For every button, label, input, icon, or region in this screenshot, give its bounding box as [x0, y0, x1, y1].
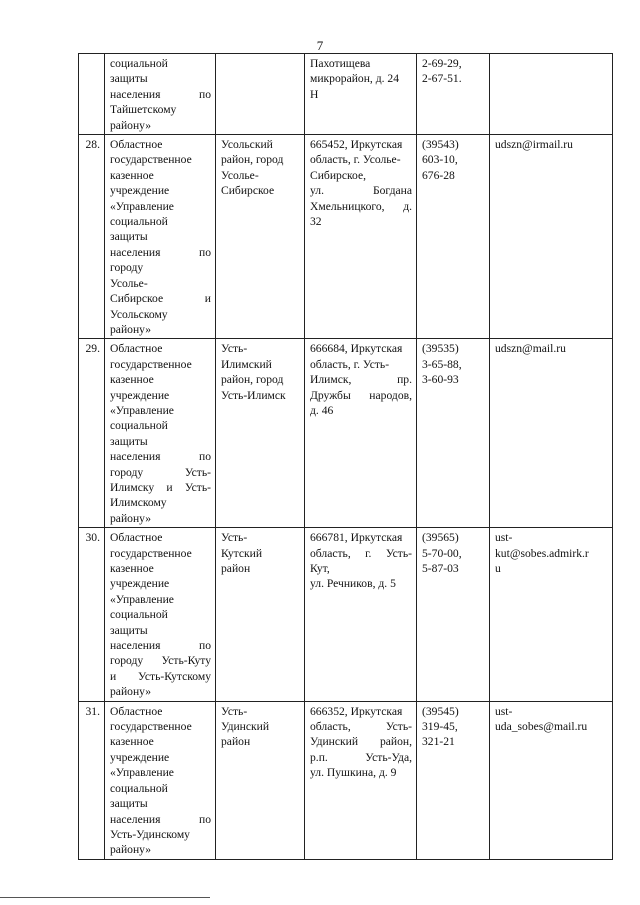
footnote-rule: [0, 897, 210, 898]
cell-line: Областное: [110, 138, 163, 152]
institution-name-cell: [105, 135, 216, 339]
cell-line: Н: [310, 87, 319, 101]
cell-line: городу: [110, 261, 144, 275]
cell-line: udszn@irmail.ru: [495, 138, 573, 152]
cell-line: Илимску и Усть-: [110, 480, 211, 494]
cell-line: Тайшетскому: [110, 103, 177, 117]
address-cell: [305, 701, 417, 859]
cell-line: защиты: [110, 623, 148, 637]
cell-line: 321-21: [422, 735, 455, 749]
cell-line: 319-45,: [422, 720, 458, 734]
cell-line: Илимск, пр.: [310, 373, 412, 387]
phone-cell: [417, 528, 490, 701]
cell-line: Илимский: [221, 357, 272, 371]
cell-line: населения по: [110, 245, 211, 259]
cell-line: область, г. Усолье-: [310, 153, 401, 167]
cell-line: Пахотищева: [310, 57, 371, 70]
institution-name-cell: [105, 528, 216, 701]
cell-line: Кутский: [221, 546, 263, 560]
cell-line: защиты: [110, 230, 148, 244]
cell-line: (39565): [422, 531, 459, 545]
cell-line: и Усть-Кутскому: [110, 669, 211, 683]
cell-line: государственное: [110, 546, 192, 560]
phone-cell: [417, 135, 490, 339]
institution-name-cell: [105, 701, 216, 859]
cell-line: «Управление: [110, 199, 174, 213]
table-row-continued: [79, 54, 613, 135]
cell-line: 666684, Иркутская: [310, 342, 403, 356]
table-row: [79, 528, 613, 701]
cell-line: социальной: [110, 57, 168, 70]
cell-line: учреждение: [110, 388, 170, 402]
table-row: [79, 135, 613, 339]
cell-line: микрорайон, д. 24: [310, 72, 400, 86]
row-number-cell: 29.: [79, 339, 105, 528]
email-cell: [490, 54, 613, 135]
cell-line: Усть-Удинскому: [110, 827, 190, 841]
table-row: [79, 701, 613, 859]
phone-cell: [417, 339, 490, 528]
cell-line: ул. Богдана: [310, 184, 412, 198]
institution-name-cell: [105, 54, 216, 135]
cell-line: Областное: [110, 531, 163, 545]
cell-line: защиты: [110, 434, 148, 448]
table-row: [79, 339, 613, 528]
cell-line: uda_sobes@mail.ru: [495, 720, 588, 734]
cell-line: район: [221, 735, 251, 749]
cell-line: Сибирское и: [110, 292, 211, 306]
cell-line: ust-: [495, 704, 513, 718]
cell-line: Кут,: [310, 562, 330, 575]
cell-line: населения по: [110, 87, 211, 101]
cell-line: р.п. Усть-Уда,: [310, 750, 412, 764]
cell-line: учреждение: [110, 750, 170, 764]
cell-line: д. 46: [310, 403, 334, 417]
cell-line: Усольский: [221, 138, 273, 152]
cell-line: району»: [110, 322, 152, 336]
cell-line: Усолье-: [110, 276, 148, 290]
cell-line: населения по: [110, 812, 211, 826]
cell-line: городу Усть-: [110, 465, 211, 479]
district-cell: [216, 54, 305, 135]
cell-line: населения по: [110, 450, 211, 464]
cell-line: Усть-: [221, 704, 248, 718]
cell-line: казенное: [110, 168, 154, 182]
cell-line: 32: [310, 215, 322, 229]
address-cell: [305, 339, 417, 528]
cell-line: «Управление: [110, 766, 174, 780]
cell-line: ул. Пушкина, д. 9: [310, 766, 397, 780]
cell-line: Усольскому: [110, 307, 168, 321]
row-number-cell: 30.: [79, 528, 105, 701]
district-cell: [216, 528, 305, 701]
cell-line: район, город: [221, 153, 284, 167]
cell-line: казенное: [110, 562, 154, 575]
cell-line: защиты: [110, 72, 148, 86]
cell-line: государственное: [110, 357, 192, 371]
address-cell: [305, 528, 417, 701]
cell-line: социальной: [110, 608, 168, 622]
cell-line: Дружбы народов,: [310, 388, 412, 402]
cell-line: государственное: [110, 720, 192, 734]
cell-line: Усть-Илимск: [221, 388, 286, 402]
email-cell: [490, 135, 613, 339]
address-cell: [305, 54, 417, 135]
email-cell: [490, 528, 613, 701]
cell-line: u: [495, 562, 501, 575]
cell-line: kut@sobes.admirk.r: [495, 546, 589, 560]
cell-line: Усть-: [221, 531, 248, 545]
cell-line: государственное: [110, 153, 192, 167]
cell-line: социальной: [110, 419, 168, 433]
cell-line: учреждение: [110, 184, 170, 198]
cell-line: 2-67-51.: [422, 72, 462, 86]
cell-line: «Управление: [110, 403, 174, 417]
cell-line: району»: [110, 511, 152, 525]
cell-line: область, Усть-: [310, 720, 412, 734]
cell-line: казенное: [110, 373, 154, 387]
cell-line: Хмельницкого, д.: [310, 199, 412, 213]
district-cell: [216, 339, 305, 528]
cell-line: Усолье-: [221, 168, 259, 182]
cell-line: Сибирское,: [310, 168, 367, 182]
cell-line: область, г. Усть-: [310, 357, 390, 371]
cell-line: городу Усть-Куту: [110, 654, 211, 668]
cell-line: ust-: [495, 531, 513, 545]
cell-line: 2-69-29,: [422, 57, 462, 70]
cell-line: udszn@mail.ru: [495, 342, 566, 356]
cell-line: социальной: [110, 215, 168, 229]
cell-line: Областное: [110, 704, 163, 718]
cell-line: 666352, Иркутская: [310, 704, 403, 718]
cell-line: ул. Речников, д. 5: [310, 577, 396, 591]
district-cell: [216, 701, 305, 859]
cell-line: населения по: [110, 639, 211, 653]
row-number-cell: [79, 54, 105, 135]
cell-line: (39545): [422, 704, 459, 718]
cell-line: 666781, Иркутская: [310, 531, 403, 545]
cell-line: социальной: [110, 781, 168, 795]
cell-line: область, г. Усть-: [310, 546, 412, 560]
cell-line: Усть-: [221, 342, 248, 356]
cell-line: району»: [110, 118, 152, 132]
cell-line: Сибирское: [221, 184, 275, 198]
row-number-cell: 28.: [79, 135, 105, 339]
cell-line: району»: [110, 685, 152, 699]
cell-line: району»: [110, 843, 152, 857]
cell-line: район, город: [221, 373, 284, 387]
cell-line: казенное: [110, 735, 154, 749]
cell-line: защиты: [110, 797, 148, 811]
institutions-table: [78, 53, 613, 860]
institution-name-cell: [105, 339, 216, 528]
cell-line: 665452, Иркутская: [310, 138, 403, 152]
cell-line: Удинский район,: [310, 735, 412, 749]
row-number-cell: 31.: [79, 701, 105, 859]
cell-line: 3-65-88,: [422, 357, 462, 371]
email-cell: [490, 339, 613, 528]
cell-line: (39543): [422, 138, 459, 152]
cell-line: 603-10,: [422, 153, 458, 167]
cell-line: 676-28: [422, 168, 455, 182]
address-cell: [305, 135, 417, 339]
cell-line: 5-87-03: [422, 562, 459, 575]
cell-line: Удинский: [221, 720, 270, 734]
cell-line: учреждение: [110, 577, 170, 591]
cell-line: район: [221, 562, 251, 575]
email-cell: [490, 701, 613, 859]
phone-cell: [417, 701, 490, 859]
cell-line: 3-60-93: [422, 373, 459, 387]
page-number: 7: [316, 38, 324, 53]
phone-cell: [417, 54, 490, 135]
cell-line: 5-70-00,: [422, 546, 462, 560]
cell-line: (39535): [422, 342, 459, 356]
district-cell: [216, 135, 305, 339]
cell-line: «Управление: [110, 592, 174, 606]
cell-line: Илимскому: [110, 496, 167, 510]
cell-line: Областное: [110, 342, 163, 356]
